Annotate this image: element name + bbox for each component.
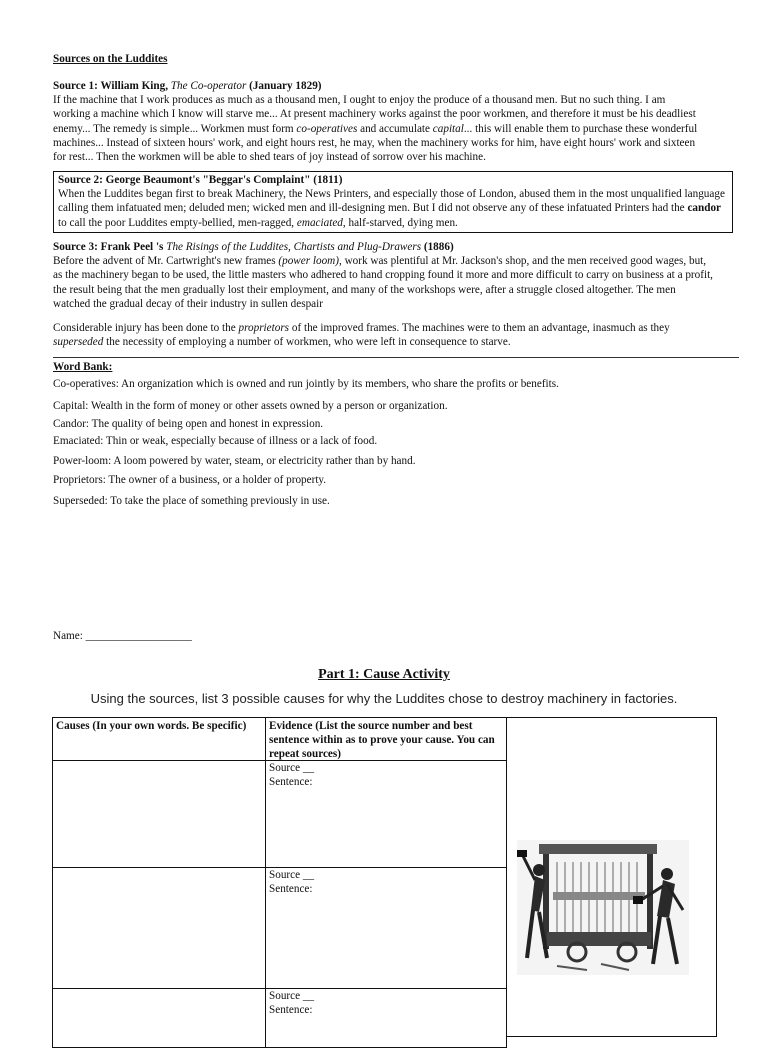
cause-activity-table	[52, 717, 717, 1037]
cause-input-3[interactable]	[52, 988, 266, 1048]
word-bank-item: Candor: The quality of being open and honest in expression.	[53, 418, 324, 430]
causes-column-header: Causes (In your own words. Be specific)	[52, 717, 266, 761]
cause-input-2[interactable]	[52, 867, 266, 989]
source-number-label: Source __	[269, 762, 315, 774]
evidence-input-3[interactable]	[265, 988, 507, 1048]
source-1-label: Source 1: William King,	[53, 80, 168, 92]
source-3-text	[53, 254, 713, 311]
source-3-text-a: Before the advent of Mr. Cartwright's new frames	[53, 255, 276, 268]
part-1-instructions: Using the sources, list 3 possible causes for why the Luddites chose to destroy machinery in factories.	[90, 691, 678, 706]
cause-input-1[interactable]	[52, 760, 266, 868]
luddites-engraving-image	[517, 840, 689, 975]
source-3-term-proprietors: proprietors	[238, 322, 290, 334]
part-1-title: Part 1: Cause Activity	[318, 667, 450, 682]
source-1-text-c: ... this will enable them to purchase these wonderful machines... Instead of sixteen hours' work, and eight hours rest, he may, when the machinery works for him, have eight hours' work and sixteen for rest... Then the workmen will be able to shed tears of joy instead of sorrow over his machine.	[53, 122, 698, 164]
source-1-date: (January 1829)	[249, 80, 322, 92]
source-3-work: The Risings of the Luddites, Chartists and Plug-Drawers	[166, 241, 422, 253]
source-2-box	[53, 171, 733, 233]
illustration-cell	[506, 717, 717, 1037]
source-number-label: Source __	[269, 990, 315, 1002]
source-3-p2-a: Considerable injury has been done to the	[53, 322, 236, 334]
source-3-p2-c: the necessity of employing a number of workmen, who were left in consequence to starve.	[106, 336, 511, 349]
source-3-date: (1886)	[423, 241, 454, 253]
word-bank-item: Co-operatives: An organization which is owned and run jointly by its members, who share the profits or benefits.	[53, 378, 559, 390]
evidence-column-header: Evidence (List the source number and best sentence within as to prove your cause. You can repeat sources)	[265, 717, 507, 761]
source-1-term-cooperatives: co-operatives	[296, 122, 358, 135]
evidence-input-1[interactable]	[265, 760, 507, 868]
word-bank-item: Proprietors: The owner of a business, or a holder of property.	[53, 474, 327, 486]
source-2-title: Source 2: George Beaumont's "Beggar's Complaint" (1811)	[58, 174, 343, 186]
source-1-text	[53, 93, 703, 164]
source-number-label: Source __	[269, 869, 315, 881]
word-bank-item: Emaciated: Thin or weak, especially because of illness or a lack of food.	[53, 435, 378, 447]
document-heading: Sources on the Luddites	[53, 53, 168, 65]
word-bank-item: Capital: Wealth in the form of money or other assets owned by a person or organization.	[53, 400, 448, 412]
source-2-term-emaciated: emaciated	[296, 216, 343, 229]
source-3-text-b: , work was plentiful at Mr. Jackson's shop, and the men received good wages, but, as the machinery began to be used, the little masters who adhered to hand cropping found it more and more difficult to carry on business at a profit, the result being that the men gradually lost their employment, and many of the workshops were, after a struggle closed altogether. The men watched the gradual decay of their industry in sullen despair	[53, 255, 713, 310]
word-bank-item: Superseded: To take the place of something previously in use.	[53, 495, 330, 507]
source-3-p2-b: of the improved frames. The machines were to them an advantage, inasmuch as they	[291, 322, 670, 334]
source-3-block	[53, 240, 713, 311]
source-2-term-candor: candor	[687, 202, 722, 215]
source-1-block	[53, 79, 703, 164]
source-2-text-a: When the Luddites began first to break Machinery, the News Printers, and especially those of London, abused them in the most unqualified language calling them infatuated men; deluded men; wicked men and ill-designing men. But I did not observe any of these infatuated Printers had the	[58, 188, 725, 215]
sentence-label: Sentence:	[269, 883, 313, 896]
word-bank-item: Power-loom: A loom powered by water, steam, or electricity rather than by hand.	[53, 455, 416, 467]
source-1-work: The Co-operator	[170, 80, 247, 92]
section-divider	[53, 357, 739, 358]
source-3-title	[53, 240, 713, 254]
word-bank-title: Word Bank:	[53, 361, 113, 373]
source-1-title	[53, 79, 703, 93]
source-2-text-c: , half-starved, dying men.	[342, 216, 458, 229]
source-1-text-a: If the machine that I work produces as much as a thousand men, I ought to enjoy the produce of a thousand men. But no such thing. I am working a machine which I know will starve me... At present machinery works against the poor workmen, and therefore it must be his deadliest enemy... The remedy is simple... Workmen must form	[53, 94, 696, 135]
source-3-paragraph-2	[53, 321, 713, 349]
source-3-term-superseded: superseded	[53, 336, 104, 349]
source-2-text-b: to call the poor Luddites empty-bellied, men-ragged,	[58, 216, 295, 229]
source-2-text	[58, 187, 728, 230]
source-3-term-power-loom: (power loom)	[278, 255, 339, 268]
evidence-input-2[interactable]	[265, 867, 507, 989]
source-1-term-capital: capital	[432, 122, 464, 135]
source-1-text-b: and accumulate	[360, 122, 430, 135]
source-3-label: Source 3: Frank Peel 's	[53, 241, 164, 253]
student-name-field[interactable]: Name: ___________________	[53, 630, 192, 642]
sentence-label: Sentence:	[269, 776, 313, 789]
sentence-label: Sentence:	[269, 1004, 313, 1017]
